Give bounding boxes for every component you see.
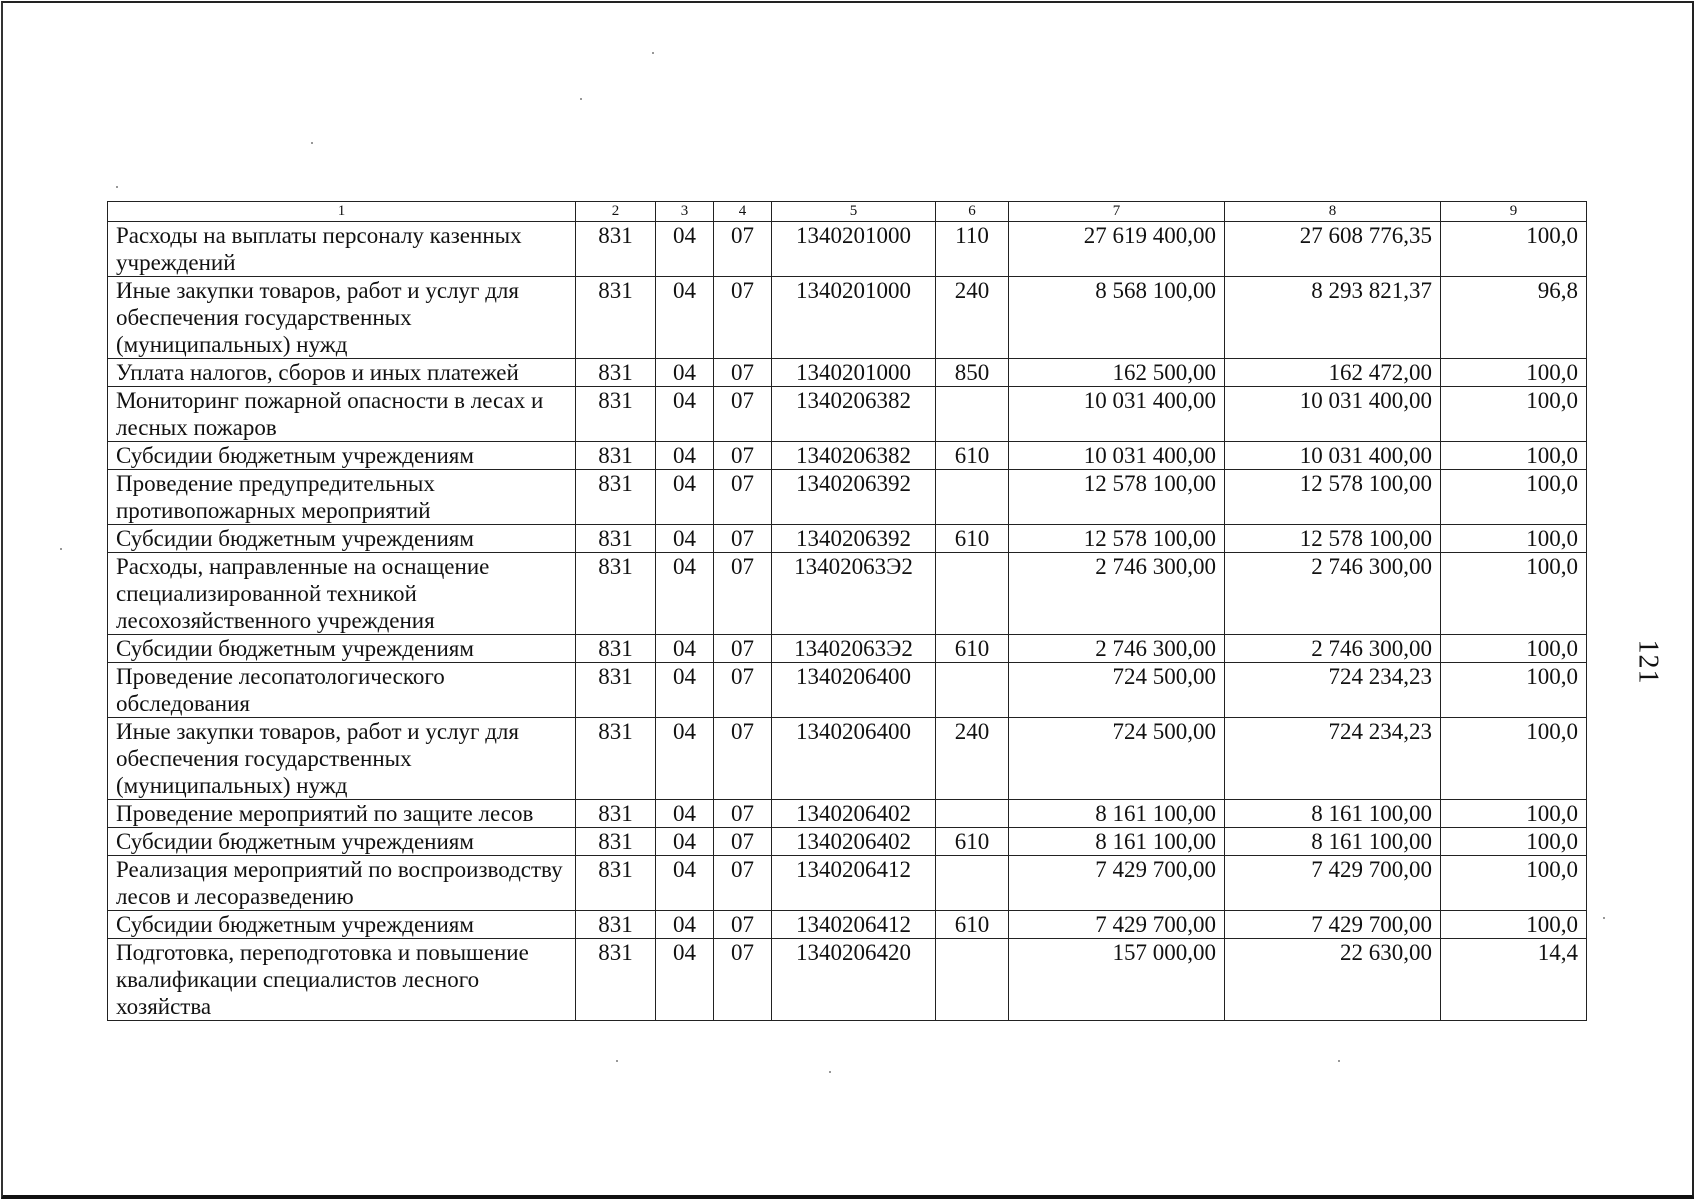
- table-row: [108, 525, 1587, 553]
- cell-executed-amount: 10 031 400,00: [1225, 387, 1441, 442]
- cell-expense-type: [936, 663, 1009, 718]
- cell-execution-percent: 96,8: [1441, 277, 1587, 359]
- cell-approved-amount: 7 429 700,00: [1009, 911, 1225, 939]
- cell-approved-amount: 10 031 400,00: [1009, 387, 1225, 442]
- scan-speck: [616, 1060, 618, 1062]
- cell-expense-name: Расходы, направленные на оснащение специализированной техникой лесохозяйственного учреждения: [108, 553, 576, 635]
- cell-approved-amount: 10 031 400,00: [1009, 442, 1225, 470]
- scan-speck: [60, 548, 62, 550]
- scan-speck: [652, 52, 654, 54]
- cell-target-article: 1340206392: [772, 525, 936, 553]
- cell-expense-name: Иные закупки товаров, работ и услуг для обеспечения государственных (муниципальных) нужд: [108, 718, 576, 800]
- table-row: [108, 553, 1587, 635]
- cell-approved-amount: 724 500,00: [1009, 718, 1225, 800]
- cell-execution-percent: 100,0: [1441, 553, 1587, 635]
- cell-approved-amount: 8 568 100,00: [1009, 277, 1225, 359]
- cell-section-code: 04: [656, 939, 714, 1021]
- cell-expense-name: Субсидии бюджетным учреждениям: [108, 442, 576, 470]
- cell-target-article: 13402063Э2: [772, 635, 936, 663]
- cell-expense-name: Реализация мероприятий по воспроизводству лесов и лесоразведению: [108, 856, 576, 911]
- column-header-5: 5: [772, 202, 936, 222]
- cell-expense-name: Расходы на выплаты персоналу казенных учреждений: [108, 222, 576, 277]
- cell-expense-type: 610: [936, 635, 1009, 663]
- cell-execution-percent: 100,0: [1441, 387, 1587, 442]
- cell-executed-amount: 2 746 300,00: [1225, 553, 1441, 635]
- cell-ministry-code: 831: [576, 911, 656, 939]
- cell-expense-name: Проведение предупредительных противопожарных мероприятий: [108, 470, 576, 525]
- cell-expense-name: Субсидии бюджетным учреждениям: [108, 828, 576, 856]
- cell-ministry-code: 831: [576, 359, 656, 387]
- cell-expense-name: Подготовка, переподготовка и повышение квалификации специалистов лесного хозяйства: [108, 939, 576, 1021]
- table-row: [108, 939, 1587, 1021]
- cell-approved-amount: 724 500,00: [1009, 663, 1225, 718]
- cell-section-code: 04: [656, 442, 714, 470]
- cell-executed-amount: 8 161 100,00: [1225, 800, 1441, 828]
- cell-section-code: 04: [656, 553, 714, 635]
- cell-ministry-code: 831: [576, 553, 656, 635]
- cell-expense-name: Иные закупки товаров, работ и услуг для обеспечения государственных (муниципальных) нужд: [108, 277, 576, 359]
- cell-target-article: 1340206400: [772, 718, 936, 800]
- table-row: [108, 277, 1587, 359]
- cell-ministry-code: 831: [576, 525, 656, 553]
- cell-section-code: 04: [656, 856, 714, 911]
- table-row: [108, 828, 1587, 856]
- table-row: [108, 359, 1587, 387]
- cell-execution-percent: 100,0: [1441, 442, 1587, 470]
- cell-executed-amount: 12 578 100,00: [1225, 470, 1441, 525]
- cell-expense-name: Уплата налогов, сборов и иных платежей: [108, 359, 576, 387]
- cell-approved-amount: 7 429 700,00: [1009, 856, 1225, 911]
- table-row: [108, 442, 1587, 470]
- table-row: [108, 663, 1587, 718]
- cell-executed-amount: 22 630,00: [1225, 939, 1441, 1021]
- scan-speck: [829, 1071, 831, 1073]
- cell-executed-amount: 7 429 700,00: [1225, 856, 1441, 911]
- cell-subsection-code: 07: [714, 856, 772, 911]
- cell-expense-type: [936, 553, 1009, 635]
- cell-section-code: 04: [656, 635, 714, 663]
- table-row: [108, 718, 1587, 800]
- scan-speck: [580, 98, 582, 100]
- cell-target-article: 1340206382: [772, 387, 936, 442]
- cell-target-article: 1340206420: [772, 939, 936, 1021]
- cell-section-code: 04: [656, 911, 714, 939]
- cell-execution-percent: 14,4: [1441, 939, 1587, 1021]
- column-header-3: 3: [656, 202, 714, 222]
- cell-target-article: 13402063Э2: [772, 553, 936, 635]
- cell-subsection-code: 07: [714, 359, 772, 387]
- cell-expense-name: Субсидии бюджетным учреждениям: [108, 911, 576, 939]
- cell-execution-percent: 100,0: [1441, 525, 1587, 553]
- cell-target-article: 1340201000: [772, 222, 936, 277]
- cell-ministry-code: 831: [576, 939, 656, 1021]
- cell-expense-type: 610: [936, 911, 1009, 939]
- cell-subsection-code: 07: [714, 470, 772, 525]
- cell-executed-amount: 2 746 300,00: [1225, 635, 1441, 663]
- column-header-2: 2: [576, 202, 656, 222]
- cell-expense-type: 610: [936, 828, 1009, 856]
- cell-execution-percent: 100,0: [1441, 635, 1587, 663]
- cell-expense-name: Проведение лесопатологического обследования: [108, 663, 576, 718]
- cell-expense-name: Проведение мероприятий по защите лесов: [108, 800, 576, 828]
- cell-expense-type: 610: [936, 442, 1009, 470]
- cell-executed-amount: 724 234,23: [1225, 718, 1441, 800]
- cell-approved-amount: 157 000,00: [1009, 939, 1225, 1021]
- cell-executed-amount: 7 429 700,00: [1225, 911, 1441, 939]
- cell-subsection-code: 07: [714, 828, 772, 856]
- cell-approved-amount: 2 746 300,00: [1009, 635, 1225, 663]
- cell-approved-amount: 12 578 100,00: [1009, 470, 1225, 525]
- cell-approved-amount: 8 161 100,00: [1009, 800, 1225, 828]
- scan-speck: [311, 142, 313, 144]
- cell-executed-amount: 12 578 100,00: [1225, 525, 1441, 553]
- cell-executed-amount: 162 472,00: [1225, 359, 1441, 387]
- cell-executed-amount: 10 031 400,00: [1225, 442, 1441, 470]
- cell-executed-amount: 8 161 100,00: [1225, 828, 1441, 856]
- column-header-7: 7: [1009, 202, 1225, 222]
- cell-target-article: 1340206400: [772, 663, 936, 718]
- cell-ministry-code: 831: [576, 856, 656, 911]
- cell-ministry-code: 831: [576, 442, 656, 470]
- cell-section-code: 04: [656, 387, 714, 442]
- cell-section-code: 04: [656, 800, 714, 828]
- cell-target-article: 1340206392: [772, 470, 936, 525]
- cell-target-article: 1340206402: [772, 828, 936, 856]
- cell-expense-name: Субсидии бюджетным учреждениям: [108, 525, 576, 553]
- cell-expense-type: [936, 800, 1009, 828]
- cell-section-code: 04: [656, 277, 714, 359]
- cell-subsection-code: 07: [714, 525, 772, 553]
- cell-ministry-code: 831: [576, 277, 656, 359]
- cell-executed-amount: 8 293 821,37: [1225, 277, 1441, 359]
- cell-ministry-code: 831: [576, 470, 656, 525]
- cell-approved-amount: 2 746 300,00: [1009, 553, 1225, 635]
- budget-table: [107, 201, 1587, 1021]
- cell-execution-percent: 100,0: [1441, 828, 1587, 856]
- cell-expense-type: [936, 856, 1009, 911]
- cell-approved-amount: 27 619 400,00: [1009, 222, 1225, 277]
- page-number: 121: [1632, 639, 1664, 685]
- cell-ministry-code: 831: [576, 800, 656, 828]
- table-row: [108, 222, 1587, 277]
- cell-subsection-code: 07: [714, 800, 772, 828]
- scan-speck: [116, 186, 118, 188]
- cell-expense-name: Мониторинг пожарной опасности в лесах и лесных пожаров: [108, 387, 576, 442]
- column-header-4: 4: [714, 202, 772, 222]
- cell-subsection-code: 07: [714, 663, 772, 718]
- cell-expense-type: 110: [936, 222, 1009, 277]
- cell-expense-type: 850: [936, 359, 1009, 387]
- cell-section-code: 04: [656, 663, 714, 718]
- cell-target-article: 1340206412: [772, 856, 936, 911]
- table-row: [108, 635, 1587, 663]
- cell-subsection-code: 07: [714, 718, 772, 800]
- cell-expense-type: 610: [936, 525, 1009, 553]
- cell-execution-percent: 100,0: [1441, 718, 1587, 800]
- cell-approved-amount: 162 500,00: [1009, 359, 1225, 387]
- cell-executed-amount: 724 234,23: [1225, 663, 1441, 718]
- cell-expense-type: 240: [936, 718, 1009, 800]
- column-header-1: 1: [108, 202, 576, 222]
- cell-execution-percent: 100,0: [1441, 222, 1587, 277]
- cell-subsection-code: 07: [714, 277, 772, 359]
- cell-executed-amount: 27 608 776,35: [1225, 222, 1441, 277]
- cell-section-code: 04: [656, 718, 714, 800]
- cell-ministry-code: 831: [576, 387, 656, 442]
- cell-execution-percent: 100,0: [1441, 856, 1587, 911]
- table-row: [108, 856, 1587, 911]
- table-header: [108, 202, 1587, 222]
- cell-target-article: 1340206412: [772, 911, 936, 939]
- cell-section-code: 04: [656, 222, 714, 277]
- cell-section-code: 04: [656, 359, 714, 387]
- cell-expense-type: [936, 470, 1009, 525]
- cell-target-article: 1340206402: [772, 800, 936, 828]
- table-row: [108, 470, 1587, 525]
- table-row: [108, 911, 1587, 939]
- scan-speck: [1338, 1060, 1340, 1062]
- cell-subsection-code: 07: [714, 635, 772, 663]
- cell-execution-percent: 100,0: [1441, 470, 1587, 525]
- cell-subsection-code: 07: [714, 387, 772, 442]
- scan-speck: [1603, 917, 1605, 919]
- cell-ministry-code: 831: [576, 828, 656, 856]
- cell-target-article: 1340201000: [772, 359, 936, 387]
- cell-subsection-code: 07: [714, 222, 772, 277]
- table-row: [108, 800, 1587, 828]
- column-header-9: 9: [1441, 202, 1587, 222]
- cell-section-code: 04: [656, 525, 714, 553]
- header-row: [108, 202, 1587, 222]
- cell-execution-percent: 100,0: [1441, 663, 1587, 718]
- table-body: [108, 222, 1587, 1021]
- cell-target-article: 1340201000: [772, 277, 936, 359]
- cell-target-article: 1340206382: [772, 442, 936, 470]
- cell-execution-percent: 100,0: [1441, 359, 1587, 387]
- cell-section-code: 04: [656, 470, 714, 525]
- cell-subsection-code: 07: [714, 553, 772, 635]
- cell-ministry-code: 831: [576, 635, 656, 663]
- cell-approved-amount: 12 578 100,00: [1009, 525, 1225, 553]
- cell-subsection-code: 07: [714, 911, 772, 939]
- cell-expense-type: [936, 387, 1009, 442]
- column-header-6: 6: [936, 202, 1009, 222]
- column-header-8: 8: [1225, 202, 1441, 222]
- cell-execution-percent: 100,0: [1441, 800, 1587, 828]
- cell-expense-type: [936, 939, 1009, 1021]
- cell-ministry-code: 831: [576, 222, 656, 277]
- cell-execution-percent: 100,0: [1441, 911, 1587, 939]
- table-row: [108, 387, 1587, 442]
- cell-expense-name: Субсидии бюджетным учреждениям: [108, 635, 576, 663]
- cell-subsection-code: 07: [714, 442, 772, 470]
- cell-approved-amount: 8 161 100,00: [1009, 828, 1225, 856]
- cell-ministry-code: 831: [576, 718, 656, 800]
- cell-section-code: 04: [656, 828, 714, 856]
- cell-subsection-code: 07: [714, 939, 772, 1021]
- cell-expense-type: 240: [936, 277, 1009, 359]
- cell-ministry-code: 831: [576, 663, 656, 718]
